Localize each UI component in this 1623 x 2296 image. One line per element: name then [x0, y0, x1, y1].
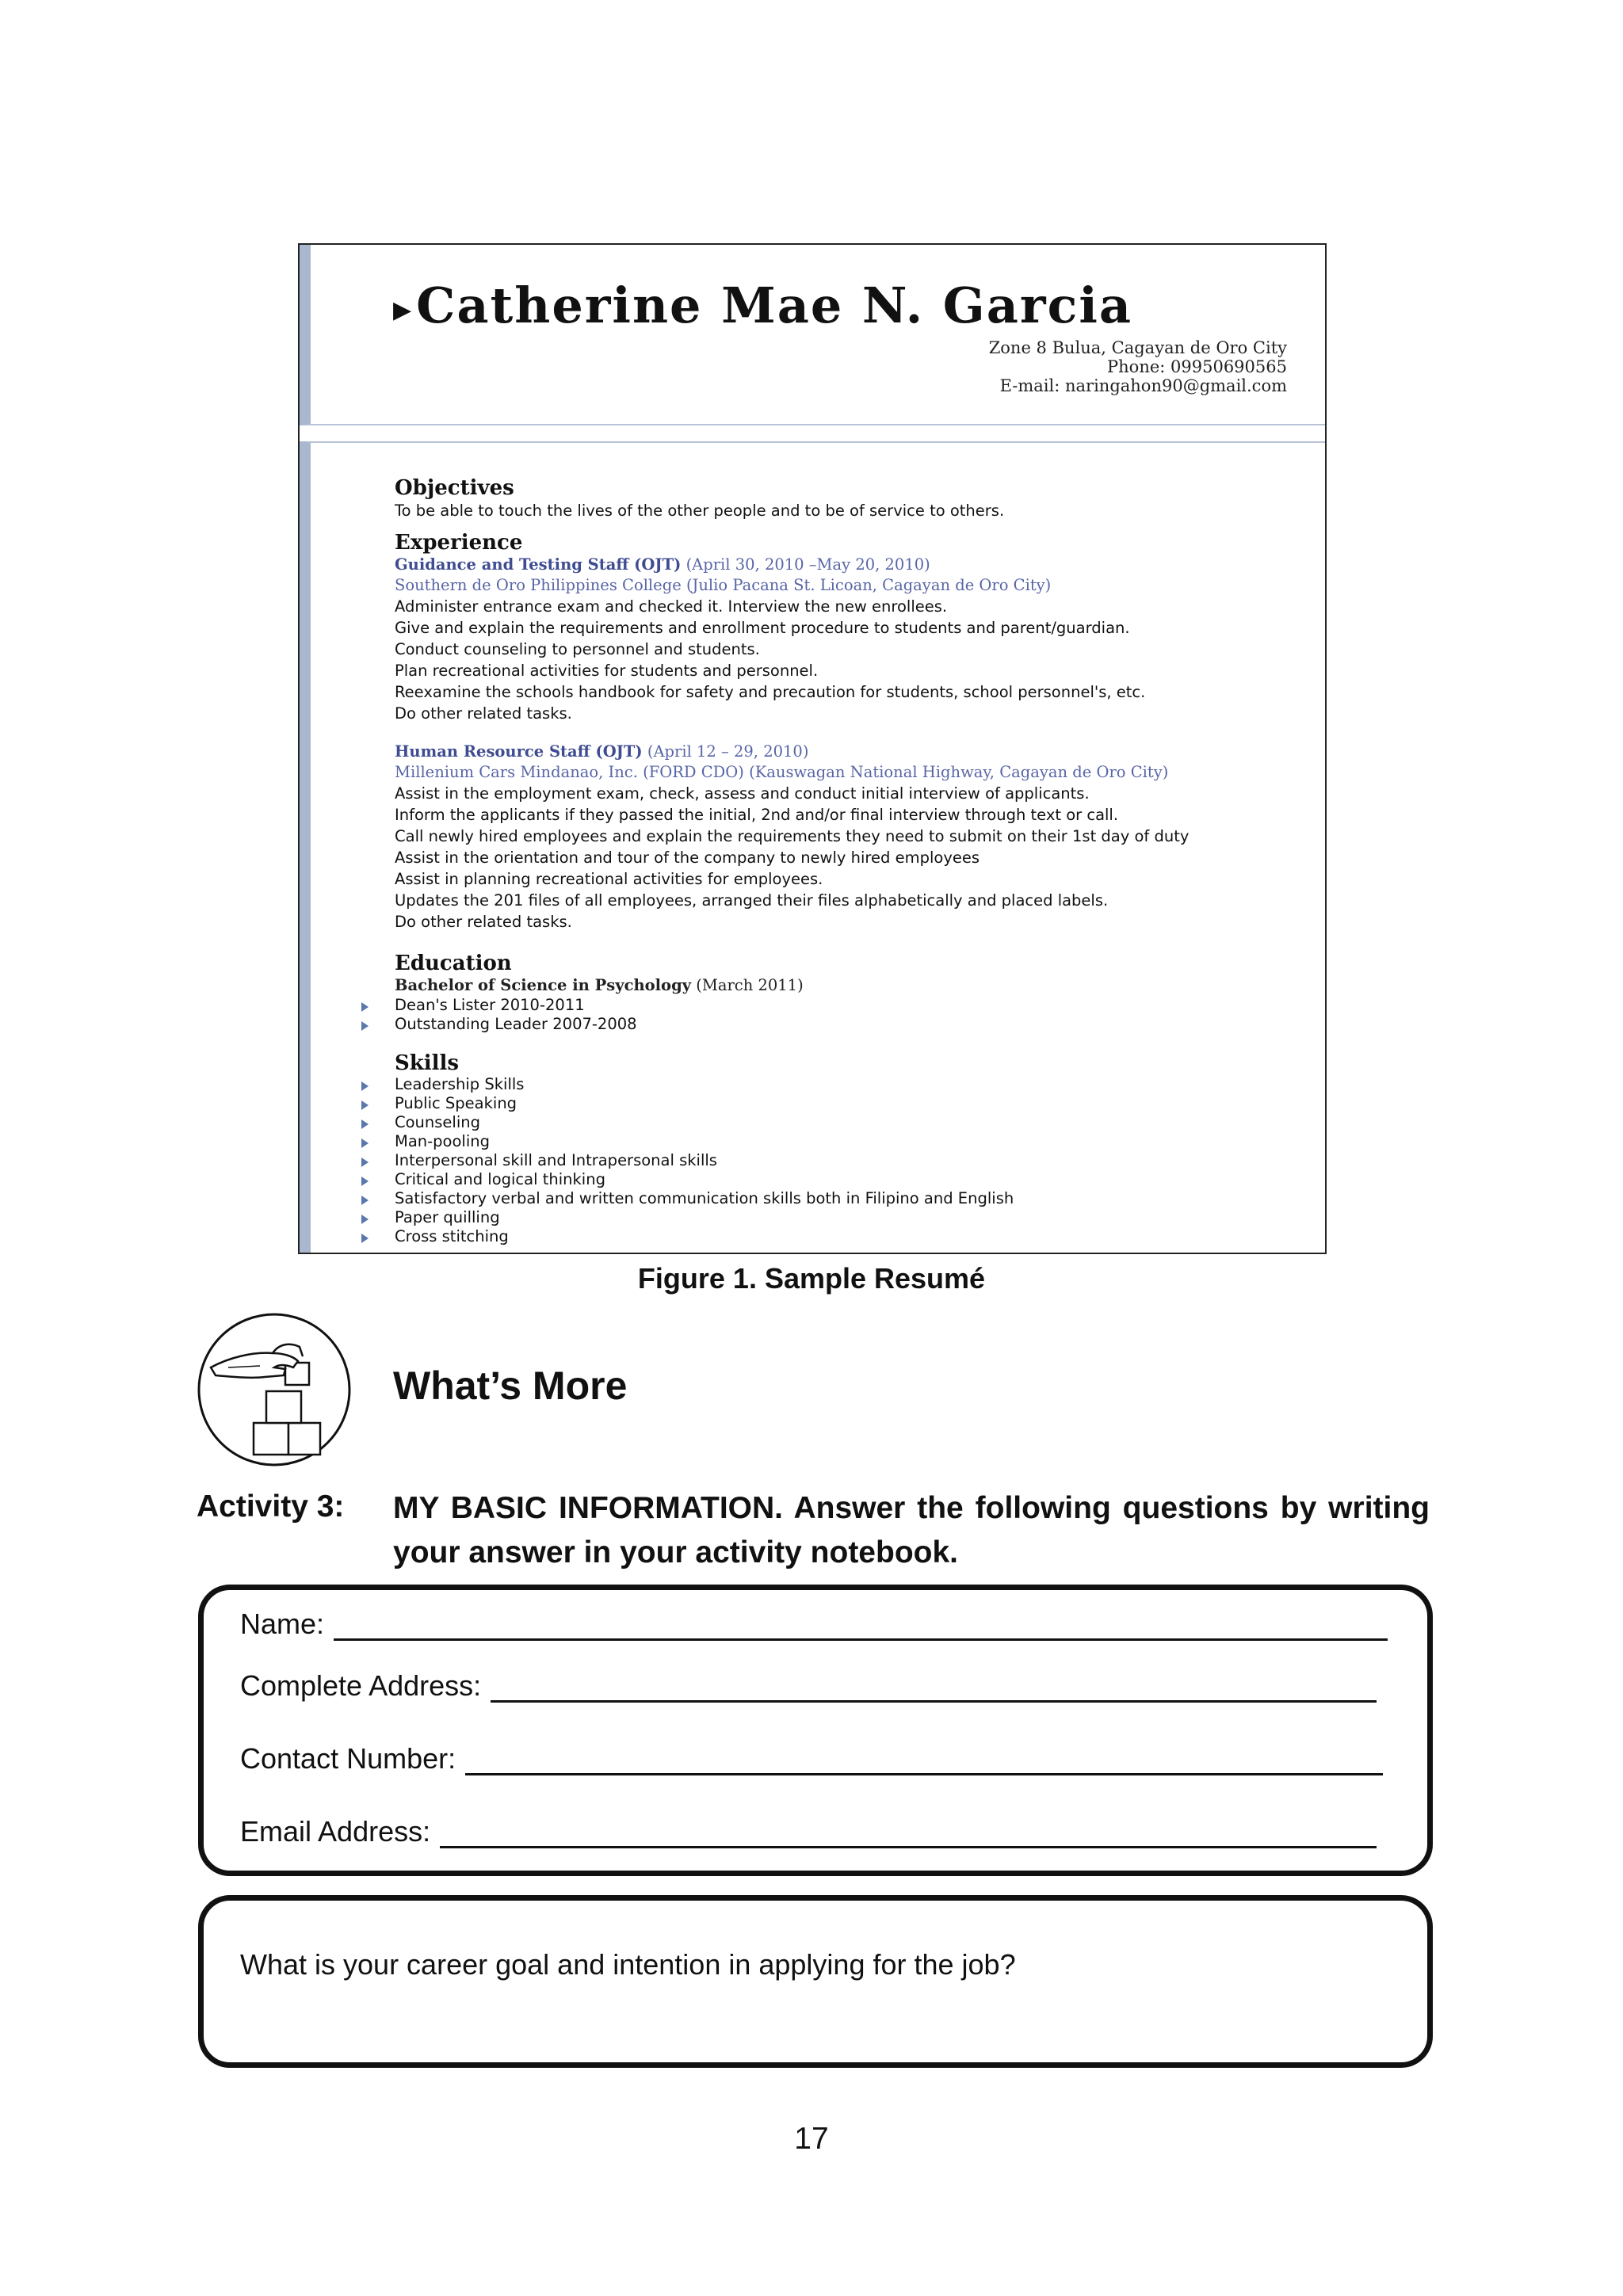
- play-marker-icon: ▶: [393, 296, 414, 324]
- job2-location: (Kauswagan National Highway, Cagayan de Oro City): [749, 763, 1169, 781]
- activity-label: Activity 3:: [197, 1489, 345, 1524]
- job1-dates: (April 30, 2010 –May 20, 2010): [685, 555, 930, 574]
- resume-header: [300, 245, 1325, 425]
- page-number: 17: [794, 2122, 829, 2156]
- resume-body: [300, 441, 1325, 1253]
- education-list: [395, 996, 1317, 1034]
- job2-duty: Do other related tasks.: [395, 913, 572, 931]
- skill-item: Man-pooling: [395, 1132, 1317, 1151]
- education-item: Outstanding Leader 2007-2008: [395, 1015, 1317, 1034]
- resume-name: ▶Catherine Mae N. Garcia: [393, 277, 1133, 334]
- job2-duty: Inform the applicants if they passed the initial, 2nd and/or final interview through text or call.: [395, 806, 1119, 824]
- address-label: Complete Address:: [240, 1669, 482, 1702]
- job2-title-line: [395, 742, 1317, 762]
- contact-field: [240, 1742, 1383, 1775]
- name-answer-line[interactable]: [334, 1615, 1388, 1641]
- skills-heading: Skills: [395, 1051, 460, 1075]
- job1-duty: Administer entrance exam and checked it. Interview the new enrollees.: [395, 597, 948, 616]
- address-field: [240, 1669, 1377, 1703]
- job2-company-line: [395, 762, 1317, 783]
- activity-instructions: MY BASIC INFORMATION. Answer the following questions by writing your answer in your activity notebook.: [393, 1491, 1430, 1569]
- job1-duty: Give and explain the requirements and enrollment procedure to students and parent/guardian.: [395, 619, 1130, 637]
- contact-label: Contact Number:: [240, 1742, 456, 1775]
- name-field: [240, 1608, 1388, 1641]
- job1-duty: Plan recreational activities for students and personnel.: [395, 662, 819, 680]
- skill-item: Counseling: [395, 1113, 1317, 1132]
- job1-duty: Do other related tasks.: [395, 704, 572, 723]
- degree: Bachelor of Science in Psychology: [395, 976, 692, 994]
- figure-caption: Figure 1. Sample Resumé: [637, 1262, 986, 1295]
- email-answer-line[interactable]: [440, 1822, 1377, 1848]
- job2-duty: Assist in the employment exam, check, assess and conduct initial interview of applicants.: [395, 784, 1090, 803]
- email-label: Email Address:: [240, 1815, 431, 1848]
- resume-phone: Phone: 09950690565: [1107, 357, 1287, 376]
- job1-duty: Reexamine the schools handbook for safety and precaution for students, school personnel's, etc.: [395, 683, 1146, 701]
- skill-item: Cross stitching: [395, 1227, 1317, 1246]
- name-label: Name:: [240, 1608, 325, 1640]
- career-goal-box[interactable]: [198, 1895, 1433, 2068]
- sample-resume-figure: [298, 243, 1327, 1254]
- job1-location: (Julio Pacana St. Licoan, Cagayan de Oro City): [685, 576, 1052, 594]
- job1-title-line: [395, 555, 1317, 575]
- skill-item: Leadership Skills: [395, 1075, 1317, 1094]
- job2-dates: (April 12 – 29, 2010): [647, 742, 809, 761]
- basic-info-box: [198, 1585, 1433, 1876]
- email-field: [240, 1815, 1377, 1848]
- skill-item: Satisfactory verbal and written communication skills both in Filipino and English: [395, 1189, 1317, 1208]
- skill-item: Public Speaking: [395, 1094, 1317, 1113]
- resume-contact: [989, 338, 1287, 395]
- job1-company: Southern de Oro Philippines College: [395, 576, 682, 594]
- experience-heading: Experience: [395, 531, 523, 555]
- contact-answer-line[interactable]: [465, 1749, 1383, 1775]
- career-goal-question: What is your career goal and intention in applying for the job?: [240, 1948, 1016, 1981]
- job1-duties: [395, 596, 1317, 724]
- job2-duty: Assist in the orientation and tour of the company to newly hired employees: [395, 849, 980, 867]
- objectives-heading: Objectives: [395, 476, 514, 500]
- job1-duty: Conduct counseling to personnel and students.: [395, 640, 760, 658]
- skills-list: [395, 1075, 1317, 1246]
- resume-email: E-mail: naringahon90@gmail.com: [999, 376, 1287, 395]
- job2-company: Millenium Cars Mindanao, Inc. (FORD CDO): [395, 763, 744, 781]
- job1-title: Guidance and Testing Staff (OJT): [395, 555, 682, 574]
- education-item: Dean's Lister 2010-2011: [395, 996, 1317, 1015]
- job2-duty: Assist in planning recreational activities for employees.: [395, 870, 823, 888]
- stacking-blocks-hand-icon: [197, 1312, 352, 1467]
- job1-company-line: [395, 575, 1317, 596]
- section-title: What’s More: [393, 1363, 628, 1408]
- job2-duty: Call newly hired employees and explain the requirements they need to submit on their 1st day of duty: [395, 827, 1190, 845]
- skill-item: Interpersonal skill and Intrapersonal skills: [395, 1151, 1317, 1170]
- resume-address: Zone 8 Bulua, Cagayan de Oro City: [988, 338, 1287, 357]
- skill-item: Critical and logical thinking: [395, 1170, 1317, 1189]
- skill-item: Paper quilling: [395, 1208, 1317, 1227]
- job2-duty: Updates the 201 files of all employees, arranged their files alphabetically and placed labels.: [395, 891, 1109, 910]
- objectives-text: To be able to touch the lives of the other people and to be of service to others.: [395, 502, 1005, 520]
- job2-duties: [395, 783, 1317, 933]
- address-answer-line[interactable]: [491, 1676, 1377, 1703]
- degree-date: (March 2011): [696, 976, 804, 994]
- job2-title: Human Resource Staff (OJT): [395, 742, 643, 761]
- degree-line: [395, 975, 1317, 996]
- education-heading: Education: [395, 952, 512, 975]
